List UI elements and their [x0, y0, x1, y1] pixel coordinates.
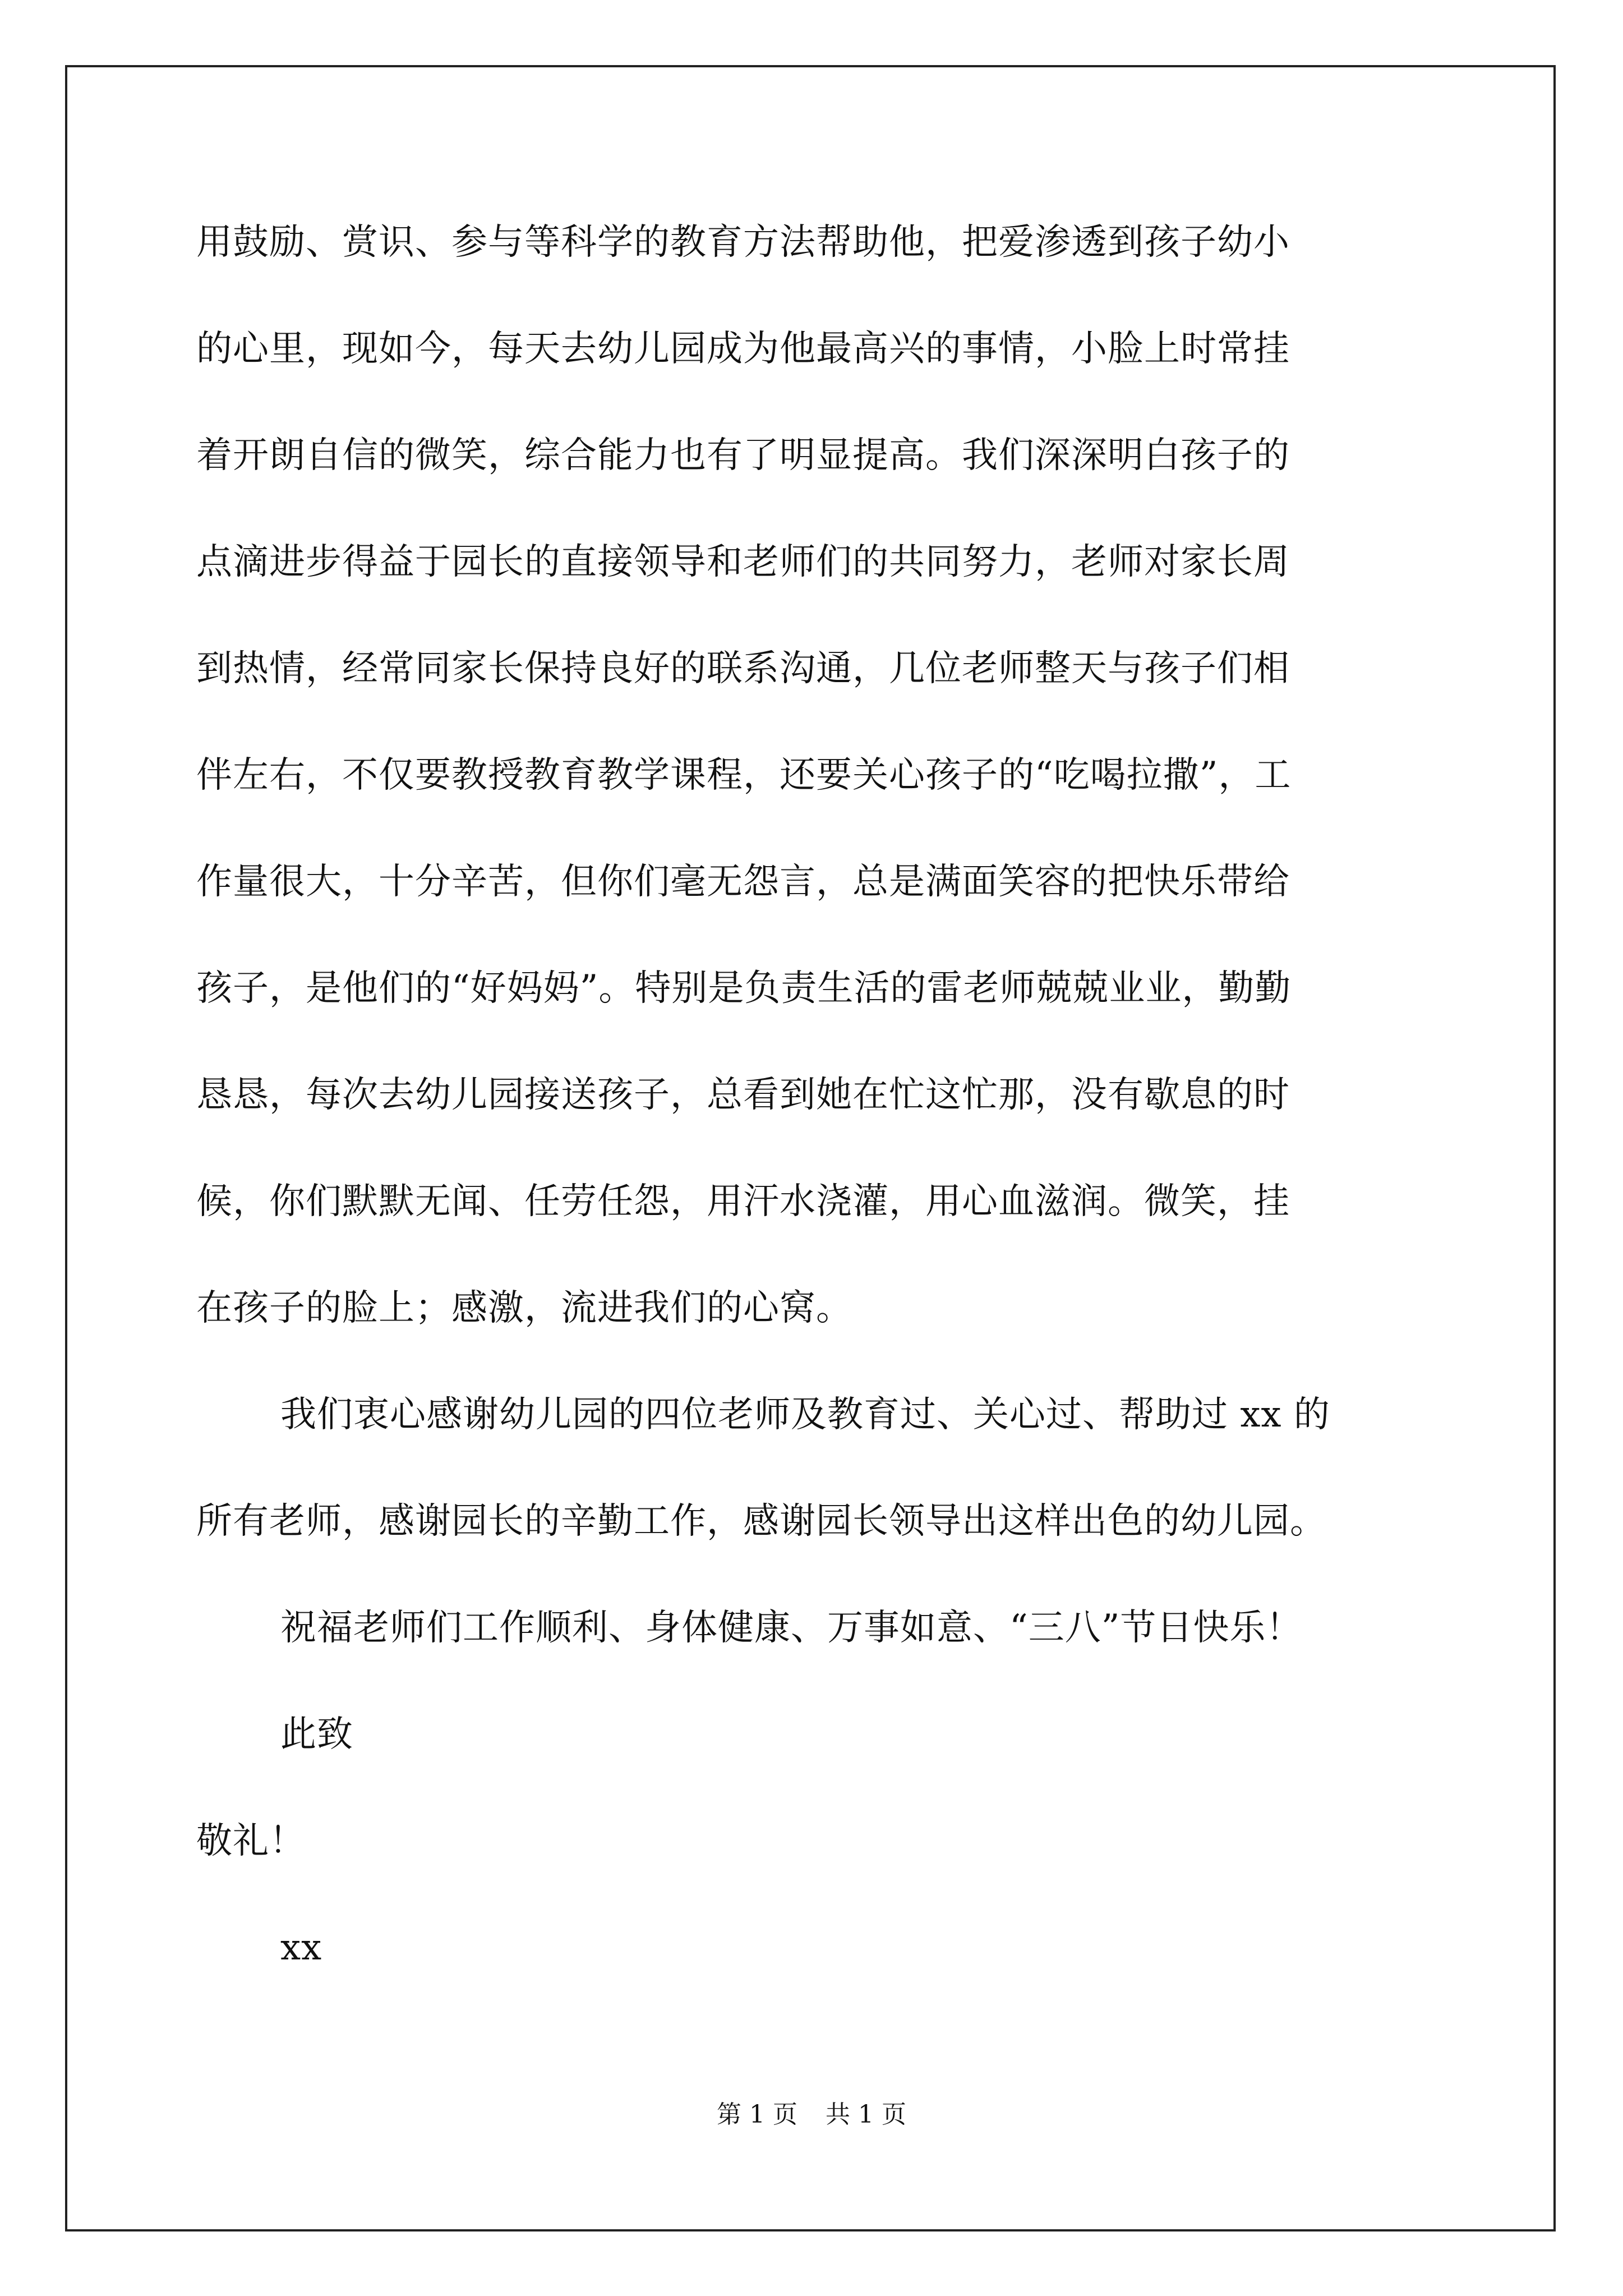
signature: xx	[280, 1927, 322, 1968]
text-line: 伴左右，不仅要教授教育教学课程，还要关心孩子的“吃喝拉撒”，工	[196, 754, 1292, 796]
text-line: 的心里，现如今，每天去幼儿园成为他最高兴的事情，小脸上时常挂	[196, 328, 1290, 370]
closing-salutation: 此致	[280, 1714, 353, 1755]
paragraph-thanks-start: 我们衷心感谢幼儿园的四位老师及教育过、关心过、帮助过 xx 的	[280, 1394, 1330, 1435]
page-footer	[0, 2098, 1623, 2132]
text-line: 到热情，经常同家长保持良好的联系沟通，几位老师整天与孩子们相	[196, 648, 1290, 689]
paragraph-wishes: 祝福老师们工作顺利、身体健康、万事如意、“三八”节日快乐！	[280, 1607, 1303, 1649]
closing-regards: 敬礼！	[196, 1820, 306, 1862]
page-number: 第 1 页	[717, 2100, 797, 2129]
text-line: 所有老师，感谢园长的辛勤工作，感谢园长领导出这样出色的幼儿园。	[196, 1501, 1326, 1542]
text-line: 在孩子的脸上；感激，流进我们的心窝。	[196, 1287, 852, 1329]
text-line: 着开朗自信的微笑，综合能力也有了明显提高。我们深深明白孩子的	[196, 435, 1290, 476]
letter-body	[196, 213, 1447, 2025]
text-line: 作量很大，十分辛苦，但你们毫无怨言，总是满面笑容的把快乐带给	[196, 861, 1290, 903]
text-line: 点滴进步得益于园长的直接领导和老师们的共同努力，老师对家长周	[196, 541, 1290, 583]
text-line: 孩子，是他们的“好妈妈”。特别是负责生活的雷老师兢兢业业，勤勤	[196, 968, 1292, 1009]
text-line: 候，你们默默无闻、任劳任怨，用汗水浇灌，用心血滋润。微笑，挂	[196, 1181, 1290, 1222]
text-line: 用鼓励、赏识、参与等科学的教育方法帮助他，把爱渗透到孩子幼小	[196, 222, 1290, 263]
text-line: 恳恳，每次去幼儿园接送孩子，总看到她在忙这忙那，没有歇息的时	[196, 1074, 1290, 1116]
page-total: 共 1 页	[826, 2100, 906, 2129]
